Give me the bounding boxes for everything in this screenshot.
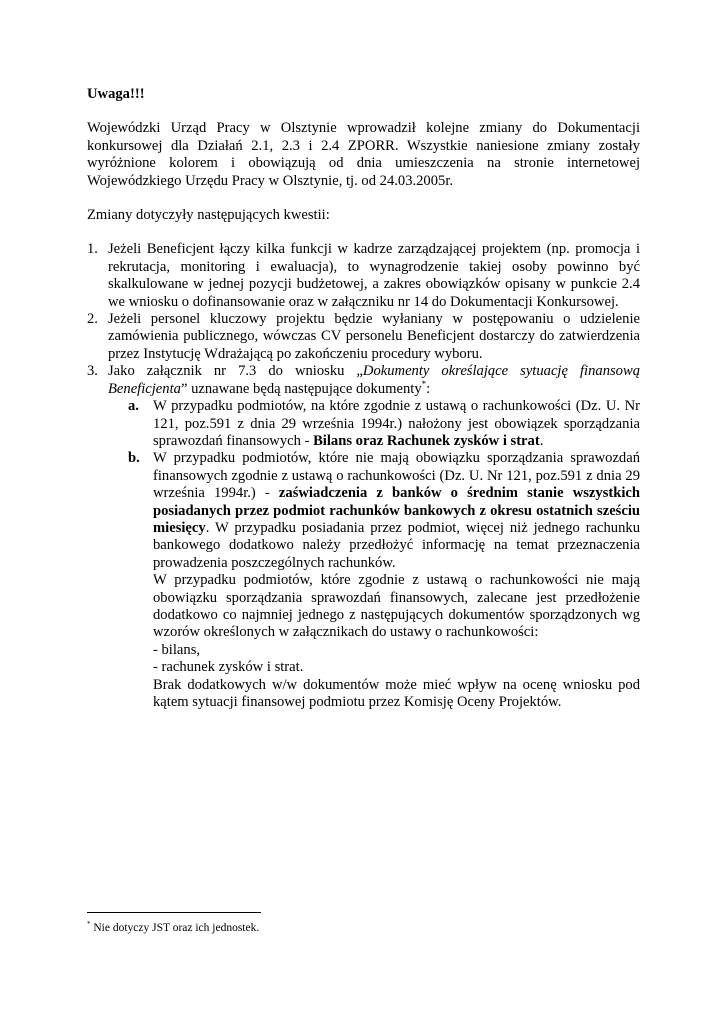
sub-text: W przypadku podmiotów, na które zgodnie z ustawą o rachunkowości (Dz. U. Nr 121, poz.591 z dnia 29 września 1994r.) nałożony jest obowiązek sporządzania sprawozdań finansowych - — [153, 398, 640, 449]
sub-text: W przypadku podmiotów, które nie mają obowiązku sporządzania sprawozdań finansowych zgodnie z ustawą o rachunkowości (Dz. U. Nr 121, poz.591 z dnia 29 września 1994r.) - — [153, 450, 640, 502]
document-body — [87, 86, 640, 711]
page-title: Uwaga!!! — [87, 86, 145, 102]
item-text-before: Jako załącznik nr 7.3 do wniosku „ — [108, 363, 363, 380]
list-item — [87, 311, 640, 363]
list-item — [87, 363, 640, 711]
changes-list — [87, 241, 640, 711]
sub-bold-text: zaświadczenia z banków o średnim stanie wszystkich posiadanych przez podmiot rachunków bankowych z okresu ostatnich sześciu miesięcy — [153, 485, 641, 536]
sub-list-line: - bilans, — [153, 641, 201, 658]
item-number: 1. — [87, 241, 98, 258]
item-number: 2. — [87, 311, 98, 328]
sub-paragraph: W przypadku podmiotów, które zgodnie z ustawą o rachunkowości nie mają obowiązku sporządzania sprawozdań finansowych, zalecane jest przedłożenie dodatkowo co najmniej jednego z następujących dokumentów sporządzonych wg wzorów określonych w załącznikach do ustawy o rachunkowości: — [153, 572, 640, 641]
sub-end-text: . — [539, 432, 544, 449]
item-letter: a. — [128, 398, 139, 415]
item-letter: b. — [128, 450, 140, 467]
item-text-italic: Dokumenty określające sytuację finansową Beneficjenta — [108, 363, 640, 397]
footnote-separator — [87, 912, 261, 913]
item-text-end: : — [426, 380, 431, 397]
documents-sublist — [108, 398, 640, 711]
item-text-after: ” uznawane będą następujące dokumenty — [180, 380, 422, 397]
sublist-item — [108, 450, 640, 711]
sub-list-line: - rachunek zysków i strat. — [153, 659, 304, 676]
footnote-reference: * — [421, 378, 427, 389]
footnote-mark: * — [87, 920, 91, 929]
list-item — [87, 241, 640, 311]
footnote — [87, 921, 259, 935]
intro-paragraph: Wojewódzki Urząd Pracy w Olsztynie wprowadził kolejne zmiany do Dokumentacji konkursowej dla Działań 2.1, 2.3 i 2.4 ZPORR. Wszystkie naniesione zmiany zostały wyróżnione kolorem i obowiązują od dnia umieszczenia na stronie internetowej Wojewódzkiego Urzędu Pracy w Olsztynie, tj. od 24.03.2005r. — [87, 120, 640, 189]
sub-paragraph: Brak dodatkowych w/w dokumentów może mieć wpływ na ocenę wniosku pod kątem sytuacji finansowej podmiotu przez Komisję Oceny Projektów. — [153, 676, 640, 710]
footnote-text: Nie dotyczy JST oraz ich jednostek. — [90, 922, 260, 934]
sublist-item — [108, 398, 640, 450]
item-text: Jeżeli personel kluczowy projektu będzie wyłaniany w postępowaniu o udzielenie zamówienia publicznego, wówczas CV personelu Beneficjent dostarczy do zatwierdzenia przez Instytucję Wdrażającą po zakończeniu procedury wyboru. — [108, 311, 640, 362]
item-text: Jeżeli Beneficjent łączy kilka funkcji w kadrze zarządzającej projektem (np. promocja i rekrutacja, monitoring i ewaluacja), to wynagrodzenie takiej osoby powinno być skalkulowane w jednej pozycji budżetowej, a zakres obowiązków opisany w punkcie 2.4 we wniosku o dofinansowanie oraz w załączniku nr 14 do Dokumentacji Konkursowej. — [108, 241, 640, 310]
lead-paragraph: Zmiany dotyczyły następujących kwestii: — [87, 207, 330, 224]
item-number: 3. — [87, 363, 98, 380]
sub-bold-text: Bilans oraz Rachunek zysków i strat — [313, 432, 540, 449]
sub-end-text: . W przypadku posiadania przez podmiot, więcej niż jednego rachunku bankowego dodatkowo należy przedłożyć informację na temat przeznaczenia prowadzenia poszczególnych rachunków. — [153, 519, 640, 571]
